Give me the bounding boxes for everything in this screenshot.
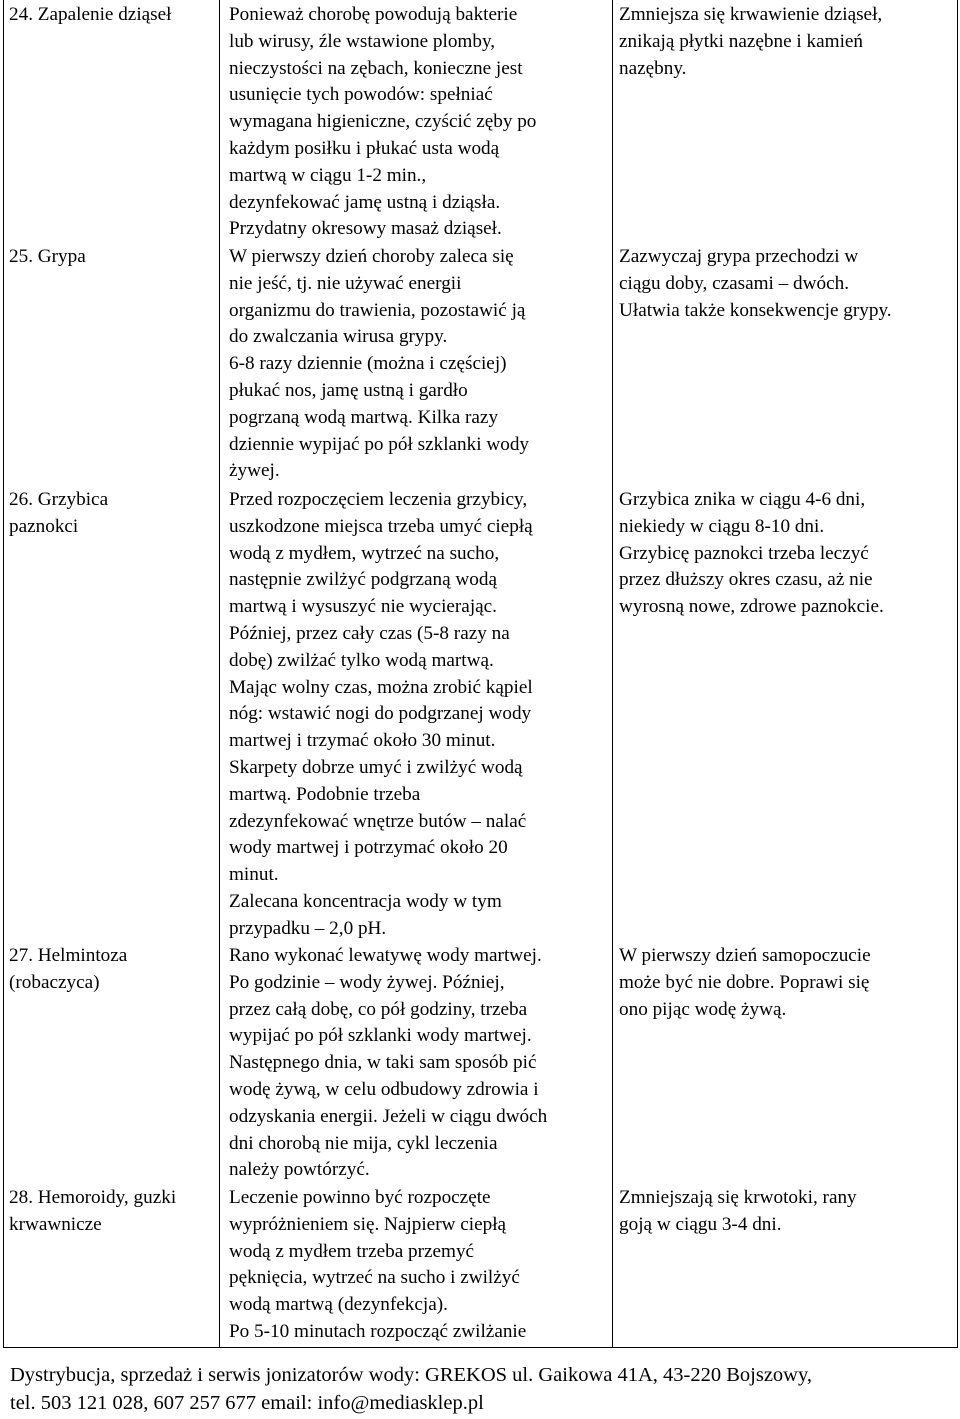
result-cell <box>619 2 955 82</box>
result-cell <box>619 1185 955 1239</box>
text-line: Przed rozpoczęciem leczenia grzybicy, <box>229 489 528 510</box>
text-line: nóg: wstawić nogi do podgrzanej wody <box>229 703 532 725</box>
text-line: wody martwej i potrzymać około 20 <box>229 837 508 859</box>
text-line: martwą. Podobnie trzeba <box>229 783 421 805</box>
treatment-cell <box>229 943 613 1184</box>
text-line: martwą i wysuszyć nie wycierając. <box>229 596 497 618</box>
text-line: Zazwyczaj grypa przechodzi w <box>619 246 859 267</box>
text-line: dni chorobą nie mija, cykl leczenia <box>229 1132 498 1154</box>
text-line: 28. Hemoroidy, guzki <box>9 1187 177 1208</box>
text-line: Ponieważ chorobę powodują bakterie <box>229 4 518 25</box>
text-line: Po godzinie – wody żywej. Później, <box>229 971 505 993</box>
treatment-cell <box>229 2 613 243</box>
text-line: wodą z mydłem trzeba przemyć <box>229 1240 475 1262</box>
text-line: żywej. <box>229 460 280 482</box>
text-line: minut. <box>229 864 279 886</box>
text-line: pęknięcia, wytrzeć na sucho i zwilżyć <box>229 1267 520 1289</box>
text-line: ciągu doby, czasami – dwóch. <box>619 272 849 294</box>
text-line: wypijać po pół szklanki wody martwej. <box>229 1025 532 1047</box>
text-line: wypróżnieniem się. Najpierw ciepłą <box>229 1213 507 1235</box>
text-line: przez całą dobę, co pół godziny, trzeba <box>229 998 528 1020</box>
condition-cell <box>9 244 219 271</box>
text-line: martwej i trzymać około 30 minut. <box>229 730 496 752</box>
text-line: martwą w ciągu 1-2 min., <box>229 164 427 186</box>
text-line: Przydatny okresowy masaż dziąseł. <box>229 218 502 240</box>
text-line: Grzybicę paznokci trzeba leczyć <box>619 542 869 564</box>
text-line: Mając wolny czas, można zrobić kąpiel <box>229 676 533 698</box>
text-line: wodą z mydłem, wytrzeć na sucho, <box>229 542 500 564</box>
text-line: usunięcie tych powodów: spełniać <box>229 84 493 106</box>
text-line: każdym posiłku i płukać usta wodą <box>229 137 500 159</box>
text-line: 27. Helmintoza <box>9 945 128 966</box>
treatment-cell <box>229 487 613 943</box>
text-line: Skarpety dobrze umyć i zwilżyć wodą <box>229 756 523 778</box>
text-line: Zalecana koncentracja wody w tym <box>229 890 502 912</box>
text-line: Następnego dnia, w taki sam sposób pić <box>229 1052 537 1074</box>
text-line: organizmu do trawienia, pozostawić ją <box>229 299 526 321</box>
text-line: Później, przez cały czas (5-8 razy na <box>229 622 510 644</box>
text-line: może być nie dobre. Poprawi się <box>619 971 870 993</box>
text-line: wodę żywą, w celu odbudowy zdrowia i <box>229 1078 539 1100</box>
text-line: płukać nos, jamę ustną i gardło <box>229 379 468 401</box>
text-line: Rano wykonać lewatywę wody martwej. <box>229 945 542 966</box>
text-line: Ułatwia także konsekwencje grypy. <box>619 299 892 321</box>
text-line: przypadku – 2,0 pH. <box>229 917 387 939</box>
result-cell <box>619 487 955 621</box>
text-line: Grzybica znika w ciągu 4-6 dni, <box>619 489 866 510</box>
result-cell <box>619 943 955 1023</box>
text-line: wyrosną nowe, zdrowe paznokcie. <box>619 596 884 618</box>
text-line: Po 5-10 minutach rozpocząć zwilżanie <box>229 1320 527 1342</box>
footer-line-1: Dystrybucja, sprzedaż i serwis jonizatorów wody: GREKOS ul. Gaikowa 41A, 43-220 Bojszowy, <box>10 1364 813 1386</box>
text-line: zdezynfekować wnętrze butów – nalać <box>229 810 527 832</box>
footer-line-2: tel. 503 121 028, 607 257 677 email: info@mediasklep.pl <box>10 1392 484 1414</box>
text-line: Leczenie powinno być rozpoczęte <box>229 1187 491 1208</box>
text-line: paznokci <box>9 515 79 537</box>
condition-cell <box>9 1185 219 1239</box>
condition-cell <box>9 943 219 997</box>
text-line: następnie zwilżyć podgrzaną wodą <box>229 569 497 591</box>
text-line: 26. Grzybica <box>9 489 109 510</box>
text-line: 6-8 razy dziennie (można i częściej) <box>229 353 507 375</box>
text-line: wymagana higieniczne, czyścić zęby po <box>229 111 537 133</box>
text-line: dziennie wypijać po pół szklanki wody <box>229 433 530 455</box>
text-line: dobę) zwilżać tylko wodą martwą. <box>229 649 494 671</box>
result-cell <box>619 244 955 324</box>
text-line: lub wirusy, źle wstawione plomby, <box>229 30 496 52</box>
text-line: Zmniejsza się krwawienie dziąseł, <box>619 4 883 25</box>
treatment-cell <box>229 1185 613 1346</box>
text-line: krwawnicze <box>9 1213 102 1235</box>
text-line: W pierwszy dzień choroby zaleca się <box>229 246 514 267</box>
text-line: wodą martwą (dezynfekcja). <box>229 1294 448 1316</box>
text-line: nie jeść, tj. nie używać energii <box>229 272 462 294</box>
column-divider <box>219 0 220 1348</box>
text-line: Zmniejszają się krwotoki, rany <box>619 1187 857 1208</box>
text-line: nazębny. <box>619 57 687 79</box>
text-line: należy powtórzyć. <box>229 1159 370 1181</box>
text-line: pogrzaną wodą martwą. Kilka razy <box>229 406 499 428</box>
text-line: uszkodzone miejsca trzeba umyć ciepłą <box>229 515 533 537</box>
text-line: dezynfekować jamę ustną i dziąsła. <box>229 191 501 213</box>
treatment-cell <box>229 244 613 485</box>
text-line: niekiedy w ciągu 8-10 dni. <box>619 515 825 537</box>
text-line: odzyskania energii. Jeżeli w ciągu dwóch <box>229 1105 548 1127</box>
text-line: ono pijąc wodę żywą. <box>619 998 787 1020</box>
text-line: do zwalczania wirusa grypy. <box>229 326 448 348</box>
text-line: znikają płytki nazębne i kamień <box>619 30 864 52</box>
condition-cell <box>9 487 219 541</box>
text-line: W pierwszy dzień samopoczucie <box>619 945 871 966</box>
text-line: (robaczyca) <box>9 971 100 993</box>
condition-cell <box>9 2 219 29</box>
text-line: goją w ciągu 3-4 dni. <box>619 1213 782 1235</box>
text-line: przez dłuższy okres czasu, aż nie <box>619 569 873 591</box>
text-line: 24. Zapalenie dziąseł <box>9 4 172 25</box>
text-line: 25. Grypa <box>9 246 86 267</box>
footer <box>10 1361 950 1417</box>
text-line: nieczystości na zębach, konieczne jest <box>229 57 523 79</box>
